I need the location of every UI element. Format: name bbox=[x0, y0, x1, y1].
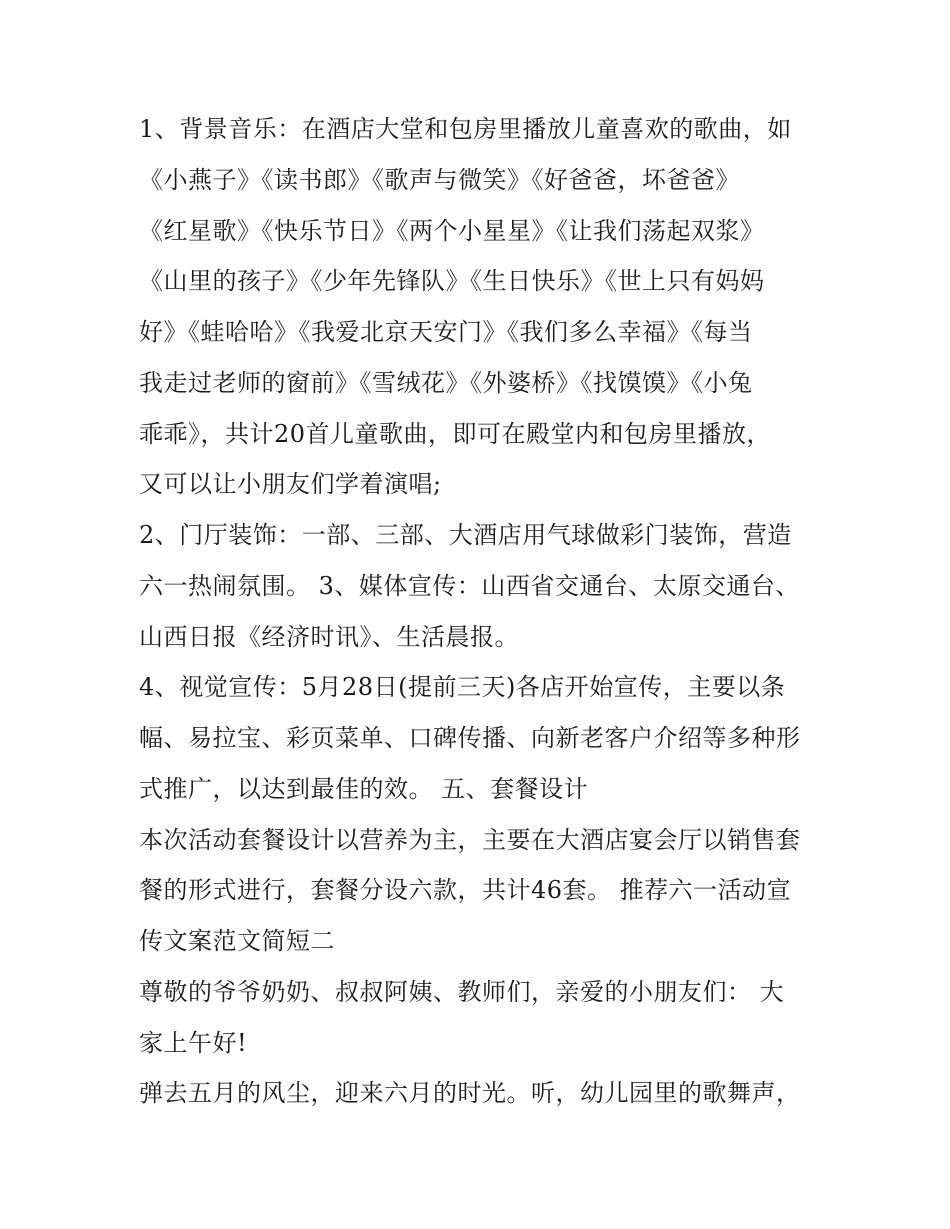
text-line: 《红星歌》《快乐节日》《两个小星星》《让我们荡起双浆》 bbox=[139, 217, 765, 245]
text-line: 4、视觉宣传：5月28日(提前三天)各店开始宣传，主要以条 bbox=[139, 673, 786, 701]
text-line: 又可以让小朋友们学着演唱; bbox=[139, 470, 442, 498]
text-line: 传文案范文简短二 bbox=[139, 927, 335, 955]
text-line: 1、背景音乐：在酒店大堂和包房里播放儿童喜欢的歌曲，如 bbox=[139, 115, 792, 143]
text-line: 我走过老师的窗前》《雪绒花》《外婆桥》《找馍馍》《小兔 bbox=[139, 369, 753, 397]
text-line: 《小燕子》《读书郎》《歌声与微笑》《好爸爸，坏爸爸》 bbox=[139, 166, 740, 194]
text-line: 家上午好! bbox=[139, 1029, 248, 1057]
text-line: 六一热闹氛围。 3、媒体宣传：山西省交通台、太原交通台、 bbox=[139, 572, 800, 600]
text-line: 山西日报《经济时讯》、生活晨报。 bbox=[139, 623, 519, 651]
text-line: 幅、易拉宝、彩页菜单、口碑传播、向新老客户介绍等多种形 bbox=[139, 724, 801, 752]
text-line: 2、门厅装饰：一部、三部、大酒店用气球做彩门装饰，营造 bbox=[139, 521, 792, 549]
text-line: 式推广，以达到最佳的效。 五、套餐设计 bbox=[139, 775, 589, 803]
text-line: 餐的形式进行，套餐分设六款，共计46套。 推荐六一活动宣 bbox=[139, 876, 792, 904]
text-line: 尊敬的爷爷奶奶、叔叔阿姨、教师们，亲爱的小朋友们： 大 bbox=[139, 978, 785, 1006]
text-line: 好》《蛙哈哈》《我爱北京天安门》《我们多么幸福》《每当 bbox=[139, 318, 753, 346]
text-line: 本次活动套餐设计以营养为主，主要在大酒店宴会厅以销售套 bbox=[139, 826, 801, 854]
text-line: 乖乖》，共计20首儿童歌曲，即可在殿堂内和包房里播放， bbox=[139, 420, 772, 448]
text-line: 弹去五月的风尘，迎来六月的时光。听，幼儿园里的歌舞声， bbox=[139, 1079, 801, 1107]
text-line: 《山里的孩子》《少年先锋队》《生日快乐》《世上只有妈妈 bbox=[139, 267, 765, 295]
